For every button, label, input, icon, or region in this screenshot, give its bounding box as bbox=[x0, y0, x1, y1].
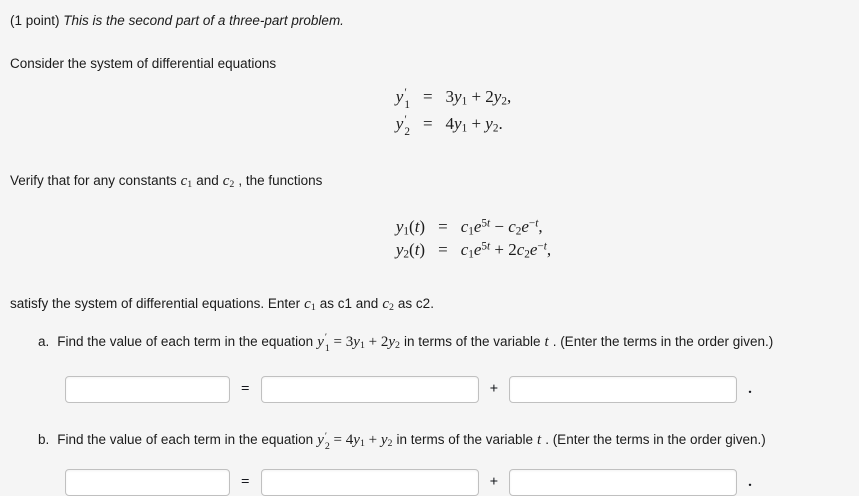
part-a-text: . (Enter the terms in the order given.) bbox=[552, 333, 774, 349]
equation-lhs: y1(t) bbox=[395, 216, 426, 238]
equation-rhs: $c1e^{5t} + 2c2e^{-t}$, bbox=[460, 240, 552, 261]
constant-c1: c1 bbox=[304, 295, 316, 313]
answer-row-a bbox=[65, 376, 849, 403]
equals-sign: = bbox=[422, 114, 433, 134]
satisfy-text: satisfy the system of differential equations. Enter bbox=[10, 295, 301, 311]
equals-sign: = bbox=[438, 216, 448, 236]
answer-input-a1[interactable] bbox=[65, 376, 230, 403]
part-b-label: b. bbox=[38, 432, 50, 448]
equation-rhs: 3y1 + 2y2, bbox=[445, 87, 512, 108]
answer-row-b bbox=[65, 469, 849, 496]
equation-lhs: y ′ 1 bbox=[395, 86, 410, 111]
variable-t: t bbox=[544, 333, 549, 350]
equals-sign: = bbox=[438, 240, 448, 260]
part-a-text: in terms of the variable bbox=[403, 333, 541, 349]
part-b-question bbox=[10, 431, 849, 452]
verify-text: Verify that for any constants bbox=[10, 172, 177, 188]
plus-sign: + bbox=[489, 381, 499, 398]
part-b-equation: y ′ 2 = 4y1 + y2 bbox=[317, 430, 393, 453]
equals-sign: = bbox=[241, 381, 250, 398]
intro-line: Consider the system of differential equations bbox=[10, 55, 277, 71]
solution-functions-block bbox=[396, 214, 551, 264]
part-b-text: Find the value of each term in the equation bbox=[57, 432, 314, 448]
part-a-question bbox=[10, 333, 849, 354]
answer-input-a2[interactable] bbox=[261, 376, 479, 403]
problem-note: This is the second part of a three-part problem. bbox=[63, 13, 344, 28]
part-b-text: . (Enter the terms in the order given.) bbox=[545, 432, 766, 448]
part-b-text: in terms of the variable bbox=[396, 432, 534, 448]
verify-line bbox=[10, 172, 849, 192]
equation-lhs: y ′ 2 bbox=[395, 114, 410, 139]
part-a-equation: y ′ 1 = 3y1 + 2y2 bbox=[317, 332, 400, 354]
equation-lhs: y2(t) bbox=[395, 240, 426, 261]
points-label: (1 point) bbox=[10, 13, 60, 28]
verify-text: and bbox=[196, 172, 219, 188]
period-sign: . bbox=[748, 473, 752, 490]
satisfy-text: as c2. bbox=[397, 295, 434, 311]
equation-row bbox=[396, 240, 551, 260]
equation-row bbox=[396, 87, 511, 111]
equals-sign: = bbox=[241, 473, 250, 490]
period-sign: . bbox=[748, 381, 752, 398]
part-a-text: Find the value of each term in the equation bbox=[57, 333, 314, 349]
constant-c1: c1 bbox=[180, 172, 193, 191]
satisfy-text: as c1 and bbox=[319, 295, 379, 311]
equation-row bbox=[396, 114, 511, 138]
constant-c2: c2 bbox=[222, 172, 235, 191]
verify-text: , the functions bbox=[238, 172, 323, 188]
answer-input-b1[interactable] bbox=[65, 469, 230, 496]
equation-rhs: 4y1 + y2. bbox=[445, 114, 503, 135]
answer-input-b3[interactable] bbox=[509, 469, 737, 496]
constant-c2: c2 bbox=[382, 295, 394, 313]
equation-row bbox=[396, 217, 551, 237]
variable-t: t bbox=[537, 432, 542, 449]
equation-rhs: $c1e^{5t} - c2e^{-t}$, bbox=[460, 216, 543, 238]
system-equations-block bbox=[396, 84, 511, 142]
satisfy-line bbox=[10, 295, 849, 315]
part-a-label: a. bbox=[38, 333, 50, 349]
equals-sign: = bbox=[422, 87, 433, 107]
answer-input-a3[interactable] bbox=[509, 376, 737, 403]
answer-input-b2[interactable] bbox=[261, 469, 479, 496]
plus-sign: + bbox=[489, 473, 499, 490]
problem-header bbox=[10, 12, 849, 30]
problem-page bbox=[0, 12, 859, 496]
